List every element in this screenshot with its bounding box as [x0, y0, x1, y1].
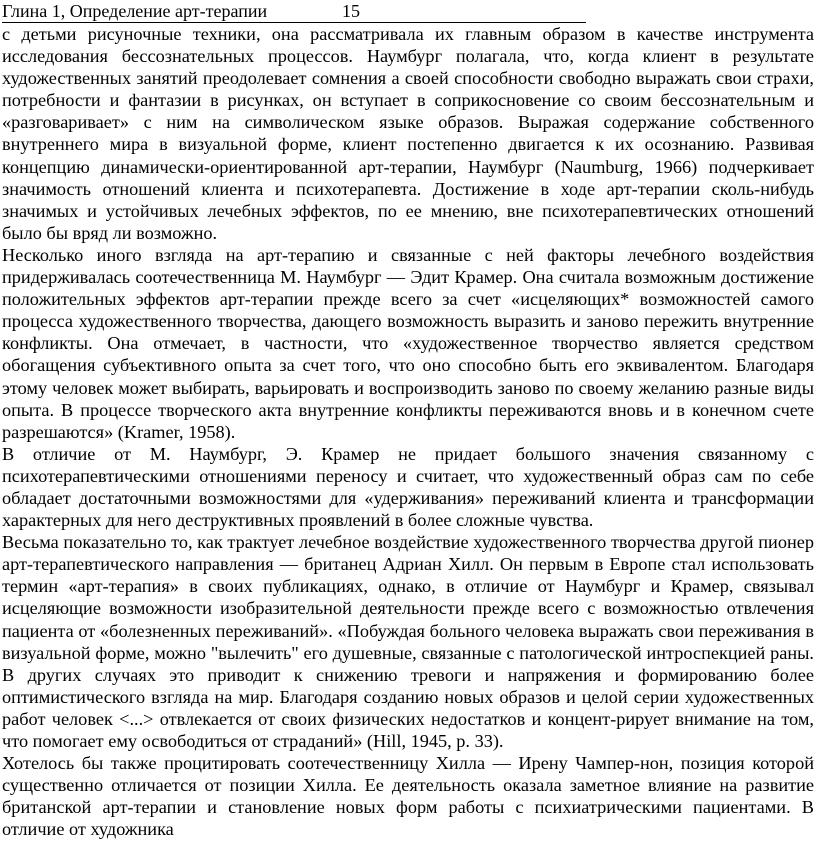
body-text	[2, 23, 814, 840]
page-number: 15	[342, 1, 360, 21]
running-head	[2, 0, 586, 23]
paragraph: Весьма показательно то, как трактует лечебное воздействие художественного творчества другой пионер арт-терапевтического направления — британец Адриан Хилл. Он первым в Европе стал использовать термин «арт-терапия» в своих публикациях, однако, в отличие от Наумбург и Крамер, связывал исцеляющие возможности изобразительной деятельности прежде всего с возможностью отвлечения пациента от «болезненных переживаний». «Побуждая больного человека выражать свои переживания в визуальной форме, можно "вылечить" его душевные, связанные с патологической интроспекцией раны. В других случаях это приводит к снижению тревоги и напряжения и формированию более оптимистического взгляда на мир. Благодаря созданию новых образов и целой серии художественных работ человек <...> отвлекается от своих физических недостатков и концент-рирует внимание на том, что помогает ему освободиться от страданий» (Hill, 1945, р. 33).	[2, 532, 814, 751]
chapter-title: Глина 1, Определение арт-терапии	[2, 1, 268, 21]
paragraph: Хотелось бы также процитировать соотечественницу Хилла — Ирену Чампер-нон, позиция которой существенно отличается от позиции Хилла. Ее деятельность оказала заметное влияние на развитие британской арт-терапии и становление новых форм работы с психиатрическими пациентами. В отличие от художника	[2, 753, 814, 840]
paragraph: Несколько иного взгляда на арт-терапию и связанные с ней факторы лечебного воздействия придерживалась соотечественница М. Наумбург — Эдит Крамер. Она считала возможным достижение положительных эффектов арт-терапии прежде всего за счет «исцеляющих* возможностей самого процесса художественного творчества, дающего возможность выразить и заново пережить внутренние конфликты. Она отмечает, в частности, что «художественное творчество является средством обогащения субъективного опыта за счет того, что оно способно быть его эквивалентом. Благодаря этому человек может выбирать, варьировать и воспроизводить заново по своему желанию разные виды опыта. В процессе творческого акта внутренние конфликты переживаются вновь и в конечном счете разрешаются» (Kramer, 1958).	[2, 244, 814, 442]
paragraph: В отличие от М. Наумбург, Э. Крамер не придает большого значения связанному с психотерапевтическими отношениями переносу и считает, что художественный образ сам по себе обладает достаточными возможностями для «удерживания» переживаний клиента и трансформации характерных для него деструктивных проявлений в более сложные чувства.	[2, 443, 814, 531]
paragraph: с детьми рисуночные техники, она рассматривала их главным образом в качестве инструмента исследования бессознательных процессов. Наумбург полагала, что, когда клиент в результате художественных занятий преодолевает сомнения а своей способности свободно выражать свои страхи, потребности и фантазии в рисунках, он вступает в соприкосновение со своим бессознательным и «разговаривает» с ним на символическом языке образов. Выражая содержание собственного внутреннего мира в визуальной форме, клиент постепенно двигается к их осознанию. Развивая концепцию динамически-ориентированной арт-терапии, Наумбург (Naumburg, 1966) подчеркивает значимость отношений клиента и психотерапевта. Достижение в ходе арт-терапии сколь-нибудь значимых и устойчивых лечебных эффектов, по ее мнению, вне психотерапевтических отношений было бы вряд ли возможно.	[2, 24, 814, 243]
